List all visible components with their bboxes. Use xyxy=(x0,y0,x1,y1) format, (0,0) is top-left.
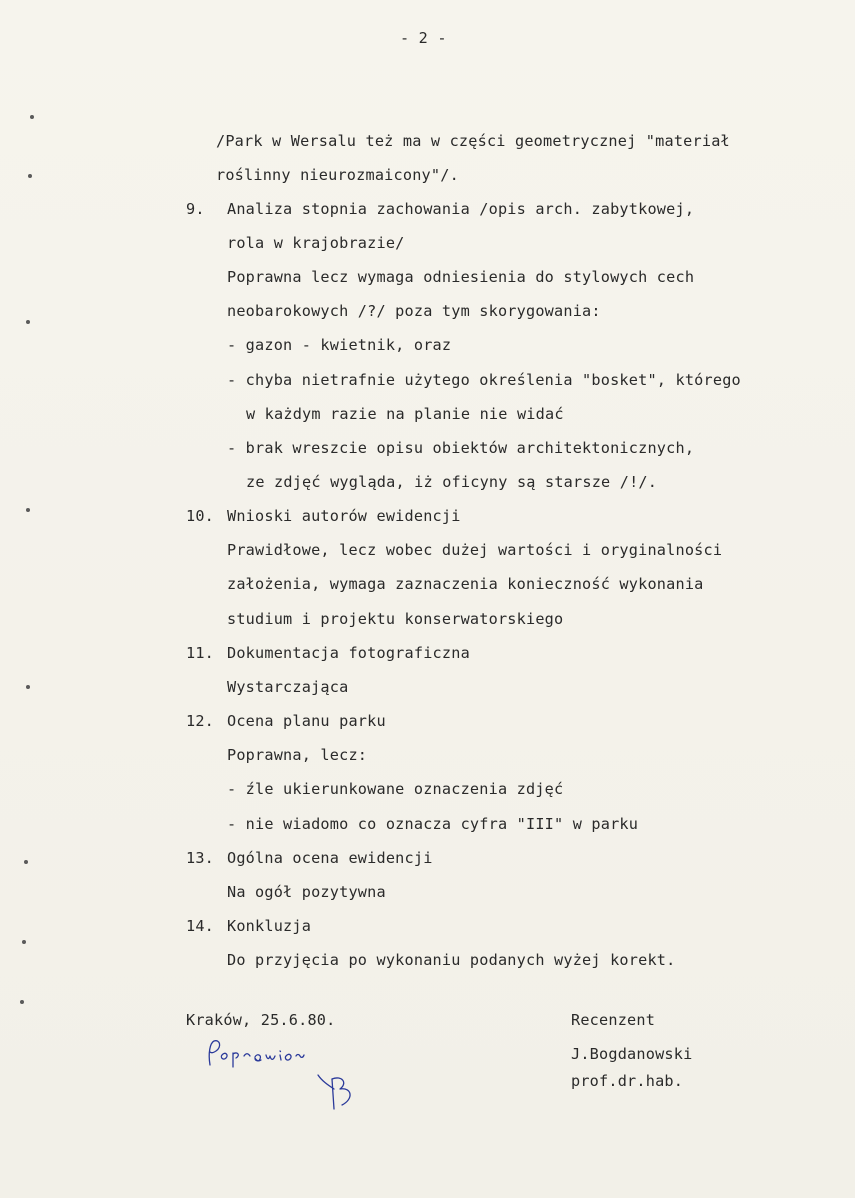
text-line: - nie wiadomo co oznacza cyfra "III" w parku xyxy=(227,815,639,833)
text-line: ze zdjęć wygląda, iż oficyny są starsze /!/. xyxy=(246,473,658,491)
text-line: - chyba nietrafnie użytego określenia "bosket", którego xyxy=(227,371,741,389)
handwritten-annotation xyxy=(200,1035,380,1115)
item-heading: Analiza stopnia zachowania /opis arch. zabytkowej, xyxy=(227,200,695,218)
margin-mark xyxy=(24,860,28,864)
text-line: rola w krajobrazie/ xyxy=(227,234,405,252)
item-heading: Ocena planu parku xyxy=(227,712,386,730)
item-number: 14. xyxy=(186,917,215,935)
item-number: 12. xyxy=(186,712,215,730)
reviewer-title: prof.dr.hab. xyxy=(571,1072,684,1090)
item-heading: Wnioski autorów ewidencji xyxy=(227,507,461,525)
margin-mark xyxy=(30,115,34,119)
place-date: Kraków, 25.6.80. xyxy=(186,1011,336,1029)
text-line: Do przyjęcia po wykonaniu podanych wyżej korekt. xyxy=(227,951,676,969)
margin-mark xyxy=(26,508,30,512)
text-line: Poprawna lecz wymaga odniesienia do stylowych cech xyxy=(227,268,695,286)
item-number: 10. xyxy=(186,507,215,525)
reviewer-name: J.Bogdanowski xyxy=(571,1045,693,1063)
text-line: - źle ukierunkowane oznaczenia zdjęć xyxy=(227,780,564,798)
text-line: - brak wreszcie opisu obiektów architektonicznych, xyxy=(227,439,695,457)
item-heading: Ogólna ocena ewidencji xyxy=(227,849,433,867)
margin-mark xyxy=(20,1000,24,1004)
margin-mark xyxy=(26,685,30,689)
reviewer-role: Recenzent xyxy=(571,1011,656,1029)
text-line: /Park w Wersalu też ma w części geometrycznej "materiał xyxy=(216,132,730,150)
text-line: neobarokowych /?/ poza tym skorygowania: xyxy=(227,302,601,320)
text-line: Prawidłowe, lecz wobec dużej wartości i oryginalności xyxy=(227,541,723,559)
item-number: 9. xyxy=(186,200,205,218)
text-line: - gazon - kwietnik, oraz xyxy=(227,336,452,354)
text-line: Poprawna, lecz: xyxy=(227,746,368,764)
margin-mark xyxy=(26,320,30,324)
text-line: studium i projektu konserwatorskiego xyxy=(227,610,564,628)
page-number: - 2 - xyxy=(400,29,447,47)
item-number: 11. xyxy=(186,644,215,662)
text-line: Wystarczająca xyxy=(227,678,349,696)
item-heading: Konkluzja xyxy=(227,917,312,935)
text-line: roślinny nieurozmaicony"/. xyxy=(216,166,459,184)
item-number: 13. xyxy=(186,849,215,867)
text-line: Na ogół pozytywna xyxy=(227,883,386,901)
item-heading: Dokumentacja fotograficzna xyxy=(227,644,470,662)
text-line: założenia, wymaga zaznaczenia konieczność wykonania xyxy=(227,575,704,593)
margin-mark xyxy=(22,940,26,944)
text-line: w każdym razie na planie nie widać xyxy=(246,405,564,423)
margin-mark xyxy=(28,174,32,178)
